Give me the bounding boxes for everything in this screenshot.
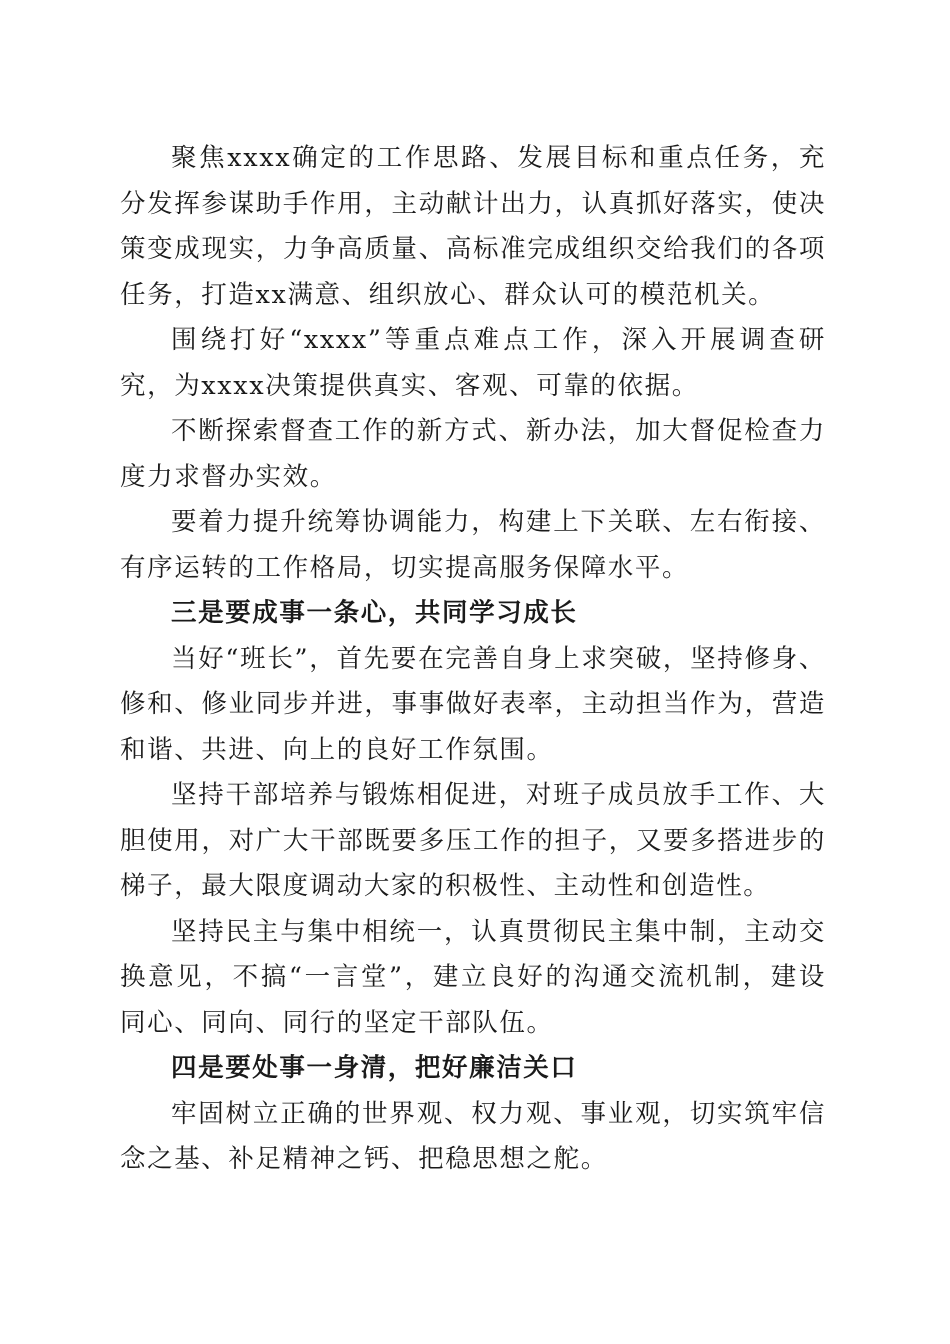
document-body <box>120 136 826 1183</box>
paragraph-1: 聚焦xxxx确定的工作思路、发展目标和重点任务，充分发挥参谋助手作用，主动献计出力，认真抓好落实，使决策变成现实，力争高质量、高标准完成组织交给我们的各项任务，打造xx满意、组织放心、群众认可的模范机关。 <box>120 143 826 310</box>
section-heading-3: 三是要成事一条心，共同学习成长 <box>171 598 578 628</box>
paragraph-2: 围绕打好“xxxx”等重点难点工作，深入开展调查研究，为xxxx决策提供真实、客观、可靠的依据。 <box>120 325 826 401</box>
section-heading-4: 四是要处事一身清，把好廉洁关口 <box>171 1053 578 1083</box>
paragraph-3: 不断探索督查工作的新方式、新办法，加大督促检查力度力求督办实效。 <box>120 416 826 492</box>
paragraph-6: 坚持干部培养与锻炼相促进，对班子成员放手工作、大胆使用，对广大干部既要多压工作的担子，又要多搭进步的梯子，最大限度调动大家的积极性、主动性和创造性。 <box>120 780 826 901</box>
paragraph-8: 牢固树立正确的世界观、权力观、事业观，切实筑牢信念之基、补足精神之钙、把稳思想之舵。 <box>120 1098 826 1174</box>
paragraph-5: 当好“班长”，首先要在完善自身上求突破，坚持修身、修和、修业同步并进，事事做好表率，主动担当作为，营造和谐、共进、向上的良好工作氛围。 <box>120 643 826 765</box>
paragraph-7: 坚持民主与集中相统一，认真贯彻民主集中制，主动交换意见，不搞“一言堂”，建立良好的沟通交流机制，建设同心、同向、同行的坚定干部队伍。 <box>120 916 826 1038</box>
paragraph-4: 要着力提升统筹协调能力，构建上下关联、左右衔接、有序运转的工作格局，切实提高服务保障水平。 <box>120 507 826 583</box>
